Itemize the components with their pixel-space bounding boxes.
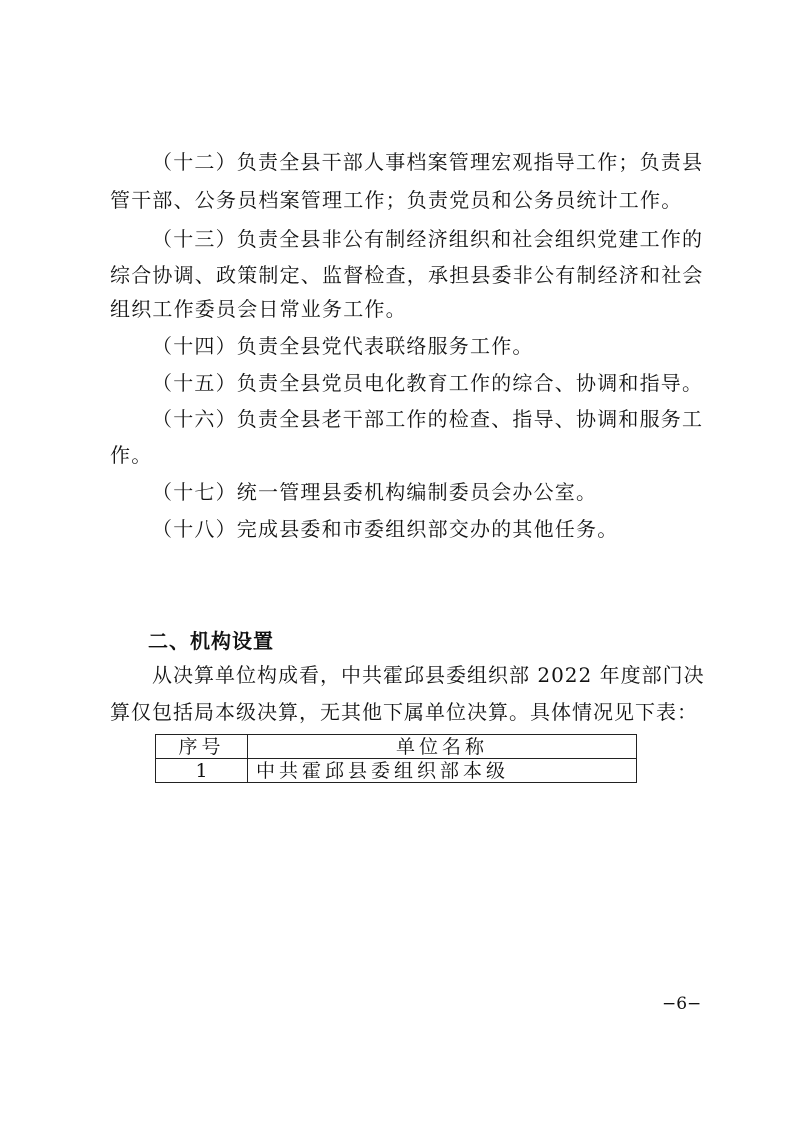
paragraph-13-line-3: 组织工作委员会日常业务工作。 (110, 297, 407, 321)
section-paragraph-line-1: 从决算单位构成看，中共霍邱县委组织部 2022 年度部门决 (152, 663, 705, 687)
page-number: −6− (662, 994, 702, 1014)
section-paragraph-line-2: 算仅包括局本级决算，无其他下属单位决算。具体情况见下表： (110, 700, 698, 724)
paragraph-16-line-1: （十六）负责全县老干部工作的检查、指导、协调和服务工 (152, 407, 704, 431)
table-row (156, 759, 637, 783)
paragraph-17: （十七）统一管理县委机构编制委员会办公室。 (152, 480, 598, 504)
header-unit-name: 单位名称 (248, 735, 637, 759)
paragraph-12-line-1: （十二）负责全县干部人事档案管理宏观指导工作；负责县 (152, 150, 704, 174)
header-index: 序号 (156, 735, 248, 759)
paragraph-15: （十五）负责全县党员电化教育工作的综合、协调和指导。 (152, 371, 704, 395)
cell-index: 1 (156, 759, 248, 783)
paragraph-12-line-2: 管干部、公务员档案管理工作；负责党员和公务员统计工作。 (110, 188, 683, 212)
unit-table (155, 734, 637, 783)
paragraph-18: （十八）完成县委和市委组织部交办的其他任务。 (152, 517, 619, 541)
paragraph-14: （十四）负责全县党代表联络服务工作。 (152, 334, 534, 358)
table-header-row (156, 735, 637, 759)
paragraph-13-line-1: （十三）负责全县非公有制经济组织和社会组织党建工作的 (152, 227, 704, 251)
paragraph-16-line-2: 作。 (110, 443, 153, 467)
cell-unit-name: 中共霍邱县委组织部本级 (248, 759, 637, 783)
paragraph-13-line-2: 综合协调、政策制定、监督检查，承担县委非公有制经济和社会 (110, 263, 704, 287)
section-heading: 二、机构设置 (148, 629, 274, 653)
